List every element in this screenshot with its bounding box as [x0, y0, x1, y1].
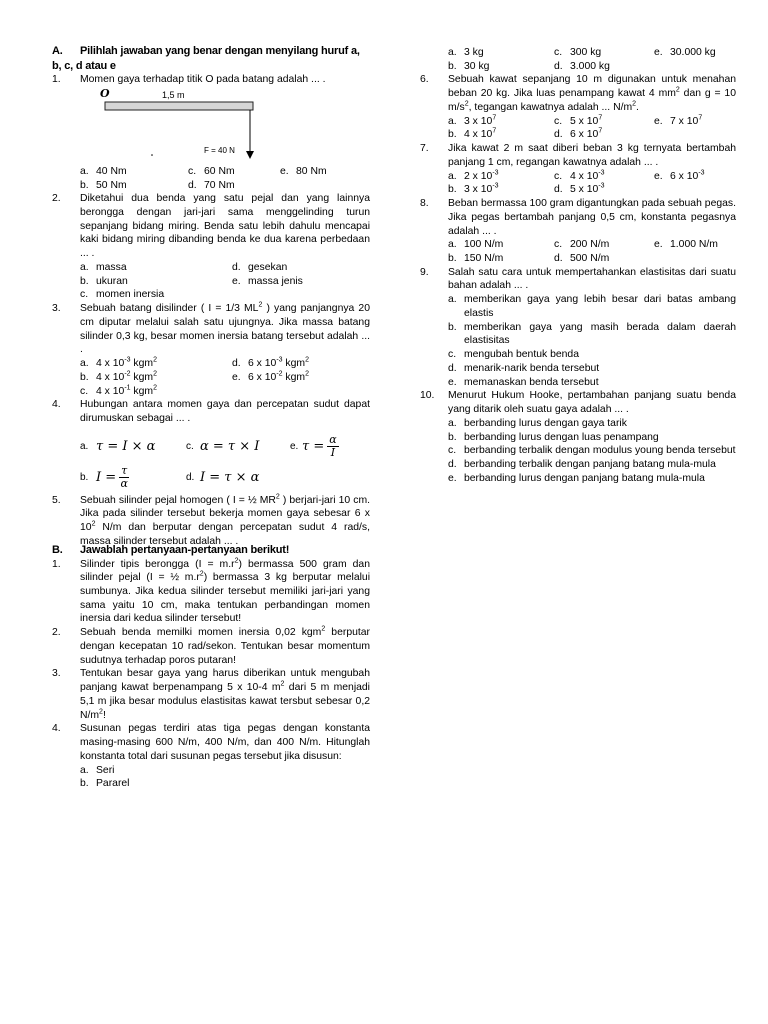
formula-row-2: [52, 462, 370, 494]
option-b[interactable]: b. 30 kg: [448, 60, 490, 72]
option-c[interactable]: c. 60 Nm: [188, 165, 235, 177]
option-a[interactable]: a. berbanding lurus dengan gaya tarik: [448, 417, 627, 429]
question-a6: 6. Sebuah kawat sepanjang 10 m digunakan untuk menahan beban 20 kg. Jika luas penampang kawat 4 $mm^2$ dan g = 10 $m/s^2$, tegangan kawatnya adalah ... $N/m^2$.: [420, 74, 736, 113]
beam-diagram: [100, 87, 290, 165]
question-a8: 8. Beban bermassa 100 gram digantungkan pada sebuah pegas. Jika pegas bertambah panjang 0,5 cm, konstanta pegasnya adalah ... .: [420, 198, 736, 237]
option-a[interactable]: a. 2 x $10^{-3}$: [448, 169, 499, 182]
option-b[interactable]: b. 4 x $10^{-2}$ kgm$^2$: [80, 370, 157, 383]
option-e[interactable]: e. 6 x $10^{-2}$ kgm$^2$: [232, 370, 309, 383]
section-b: [52, 543, 370, 791]
length-label: 1,5 m: [162, 89, 185, 100]
option-a[interactable]: a. massa: [80, 261, 127, 273]
option-c[interactable]: c. 4 x $10^{-3}$: [554, 169, 605, 182]
options-a5: [420, 46, 736, 73]
options-a10: [420, 417, 736, 486]
option-c[interactable]: c. 5 x $10^7$: [554, 114, 603, 127]
option-d[interactable]: d. 6 x $10^7$: [554, 127, 603, 141]
beam-bar: [105, 102, 253, 110]
option-a[interactable]: a. 4 x $10^{-3}$ kgm$^2$: [80, 356, 157, 370]
question-a5: 5. Sebuah silinder pejal homogen ( I = ½ $MR^2$ ) berjari-jari 10 cm. Jika pada silinder tersebut bekerja momen gaya sebesar 6 x $10^2$ N/m dan berputar dengan percepatan sudut 4 rad/s, massa silinder tersebut adalah ... .: [52, 493, 371, 547]
point-o-label: O: [100, 86, 110, 100]
option-d[interactable]: d. berbanding terbalik dengan panjang batang mula-mula: [448, 459, 716, 471]
option-c[interactable]: c. momen inersia: [80, 289, 165, 301]
option-b[interactable]: b. 3 x $10^{-3}$: [448, 182, 499, 196]
option-c[interactable]: c. α = τ × I: [186, 439, 260, 455]
options-a7: [420, 170, 736, 197]
option-e[interactable]: e. 80 Nm: [280, 165, 327, 177]
option-a[interactable]: a. τ = I × α: [80, 439, 156, 455]
option-a[interactable]: a. 3 kg: [448, 47, 484, 58]
option-a[interactable]: a. 3 x $10^7$: [448, 114, 497, 127]
option-e[interactable]: e. massa jenis: [232, 275, 303, 287]
question-a1: 1. Momen gaya terhadap titik O pada batang adalah ... .: [52, 74, 326, 86]
option-b[interactable]: b. berbanding lurus dengan luas penampang: [448, 431, 659, 443]
option-d[interactable]: d. 70 Nm: [188, 179, 235, 191]
section-b-title: B. Jawablah pertanyaan-pertanyaan berikut!: [52, 544, 290, 556]
option-e[interactable]: e. 1.000 N/m: [654, 239, 718, 251]
option-b: b. Pararel: [80, 778, 130, 790]
option-a[interactable]: a. 40 Nm: [80, 165, 127, 177]
question-a4: 4. Hubungan antara momen gaya dan percepatan sudut dapat dirumuskan sebagai ... .: [52, 399, 370, 424]
option-c[interactable]: c. 300 kg: [554, 47, 602, 58]
option-b[interactable]: b. 150 N/m: [448, 253, 504, 265]
option-e[interactable]: e. berbanding lurus dengan panjang batang mula-mula: [448, 472, 705, 484]
option-d[interactable]: d. 6 x $10^{-3}$ kgm$^2$: [232, 356, 309, 370]
question-a2: 2. Diketahui dua benda yang satu pejal dan yang lainnya berongga dengan jari-jari sama menggelinding turun sepanjang bidang miring. Benda satu lebih dahulu mencapai kaki bidang miring dibanding benda ke dua karena perbedaan ... .: [52, 193, 370, 260]
option-c[interactable]: c. mengubah bentuk benda: [448, 349, 579, 361]
option-b[interactable]: b. I = $\frac{\tau}{\alpha}$: [80, 464, 128, 491]
question-a3: 3. Sebuah batang disilinder ( I = 1/3 $ML^2$ ) yang panjangnya 20 cm diputar melalui salah satu ujungnya. Jika massa batang silinder 0,3 kg, besar momen inersia batang tersebut adalah ... .: [52, 301, 370, 356]
options-a1: [52, 165, 370, 192]
right-column: [420, 44, 736, 486]
option-c[interactable]: c. berbanding terbalik dengan modulus young benda tersebut: [448, 445, 736, 457]
option-d[interactable]: d. gesekan: [232, 261, 288, 273]
options-a2: [52, 261, 370, 302]
option-b[interactable]: b. 4 x $10^7$: [448, 127, 497, 141]
option-a[interactable]: a. 100 N/m: [448, 239, 504, 251]
options-a6: [420, 115, 736, 142]
options-a8: [420, 238, 736, 265]
option-e[interactable]: e. 6 x $10^{-3}$: [654, 169, 705, 182]
option-a[interactable]: a. memberikan gaya yang lebih besar dari batas ambang elastis: [448, 294, 736, 319]
option-e[interactable]: e. 7 x $10^7$: [654, 114, 703, 127]
options-a3: [52, 357, 370, 398]
option-d[interactable]: d. I = τ × α: [186, 470, 260, 486]
option-b[interactable]: b. memberikan gaya yang masih berada dalam daerah elastisitas: [448, 321, 736, 347]
option-e[interactable]: e. 30.000 kg: [654, 47, 716, 58]
options-a9: [420, 293, 736, 389]
question-a10: 10. Menurut Hukum Hooke, pertambahan panjang suatu benda yang ditarik oleh suatu gaya adalah ... .: [420, 390, 736, 416]
section-a-title: A. Pilihlah jawaban yang benar dengan menyilang huruf a, b, c, d atau e: [52, 45, 360, 72]
option-d[interactable]: d. 3.000 kg: [554, 60, 610, 72]
option-d[interactable]: d. 500 N/m: [554, 253, 610, 265]
dot-mark: [151, 154, 153, 156]
formula-row-1: [52, 432, 370, 462]
question-b3: 3. Tentukan besar gaya yang harus diberikan untuk mengubah panjang kawat berpenampang 5 x 10-4 $m^2$ dari 5 m menjadi 5,1 m jika besar modulus elastisitas kawat tersbut sebesar 0,2 $N/m^2$!: [52, 668, 370, 721]
option-d[interactable]: d. menarik-narik benda tersebut: [448, 362, 600, 374]
options-b4: [52, 764, 370, 791]
option-e[interactable]: e. memanaskan benda tersebut: [448, 376, 599, 388]
option-a: a. Seri: [80, 764, 115, 776]
option-d[interactable]: d. 5 x $10^{-3}$: [554, 182, 605, 196]
question-a7: 7. Jika kawat 2 m saat diberi beban 3 kg ternyata bertambah panjang 1 cm, regangan kawatnya adalah ... .: [420, 143, 736, 168]
option-c[interactable]: c. 4 x $10^{-1}$ kgm$^2$: [80, 384, 157, 397]
force-arrow-head: [246, 151, 254, 159]
option-b[interactable]: b. ukuran: [80, 275, 128, 287]
option-e[interactable]: e. τ = $\frac{\alpha}{I}$: [290, 433, 337, 460]
beam-figure: [100, 87, 290, 165]
force-label: F = 40 N: [204, 145, 235, 155]
question-a9: 9. Salah satu cara untuk mempertahankan elastisitas dari suatu bahan adalah ... .: [420, 266, 736, 292]
question-b4: 4. Susunan pegas terdiri atas tiga pegas dengan konstanta masing-masing 600 N/m, 400 N/m, dan 400 N/m. Hitunglah konstanta total dari susunan pegas tersebut jika disusun:: [52, 723, 370, 762]
option-c[interactable]: c. 200 N/m: [554, 239, 610, 251]
question-b1: 1. Silinder tipis berongga $(I = m.r^2)$ bermassa 500 gram dan silinder pejal (I = ½ $m.r^2$) bermassa 3 kg berputar melalui sumbunya. Jika kedua silinder tersebut memiliki jari-jari yang sama yaitu 10 cm, maka tentukan perbandingan momen inersia dari kedua silinder tersebut!: [52, 557, 370, 625]
option-b[interactable]: b. 50 Nm: [80, 179, 127, 191]
question-b2: 2. Sebuah benda memilki momen inersia 0,02 kgm$^2$ berputar dengan kecepatan 10 rad/sekon. Tentukan besar momentum sudutnya terhadap poros putaran!: [52, 625, 371, 666]
left-column: [52, 44, 370, 549]
